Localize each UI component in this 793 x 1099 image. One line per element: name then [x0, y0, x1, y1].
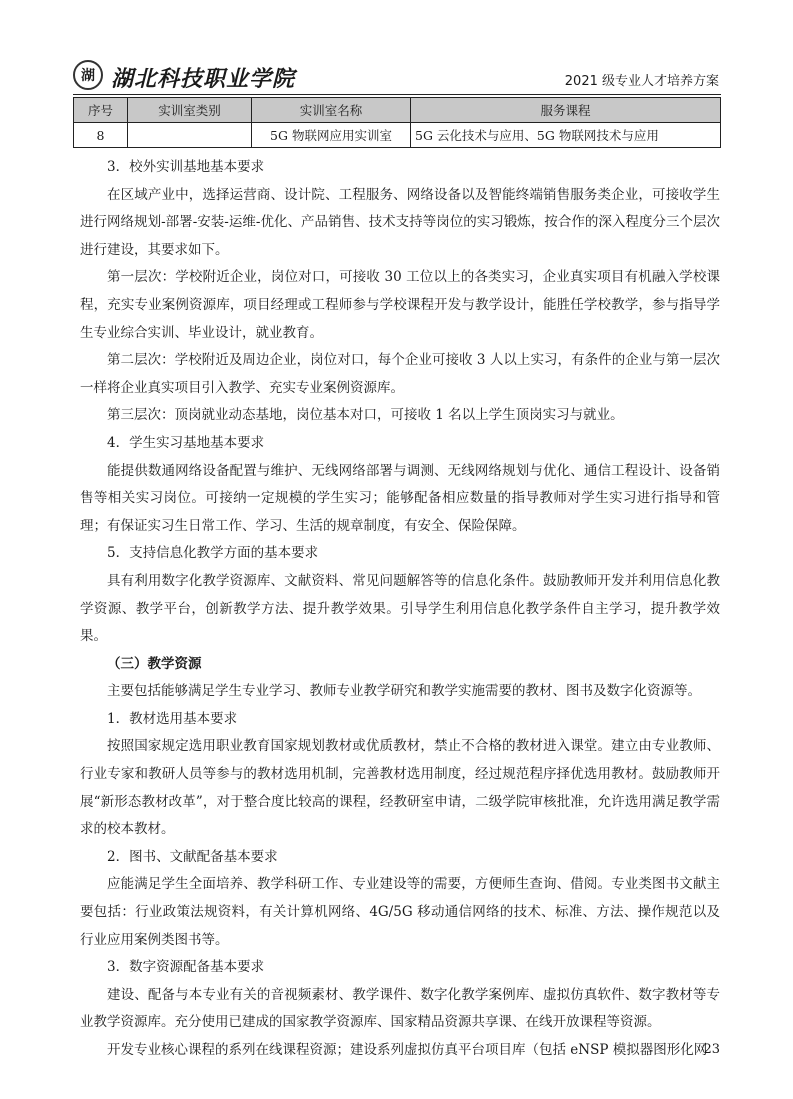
paragraph: 应能满足学生全面培养、教学科研工作、专业建设等的需要，方便师生查询、借阅。专业类图书文献主要包括：行业政策法规资料，有关计算机网络、4G/5G 移动通信网络的技术、标准、方法、操作规范以及行业应用案例类图书等。 [80, 876, 720, 948]
section-heading: 1．教材选用基本要求 [107, 710, 238, 727]
paragraph: 第一层次：学校附近企业，岗位对口，可接收 30 工位以上的各类实习，企业真实项目有机融入学校课程，充实专业案例资源库，项目经理或工程师参与学校课程开发与教学设计，能胜任学校教学，参与指导学生专业综合实训、毕业设计，就业教育。 [80, 269, 720, 341]
cell-name: 5G 物联网应用实训室 [252, 123, 411, 148]
section-heading: 5．支持信息化教学方面的基本要求 [107, 545, 319, 562]
paragraph: 按照国家规定选用职业教育国家规划教材或优质教材，禁止不合格的教材进入课堂。建立由专业教师、行业专家和教研人员等参与的教材选用机制，完善教材选用制度，经过规范程序择优选用教材。鼓励教师开展“新形态教材改革”，对于整合度比较高的课程，经教研室申请，二级学院审核批准，允许选用满足教学需求的校本教材。 [80, 738, 720, 838]
table-header-row [74, 98, 721, 123]
section-heading: 4．学生实习基地基本要求 [107, 434, 265, 451]
paragraph: 主要包括能够满足学生专业学习、教师专业教学研究和教学实施需要的教材、图书及数字化资源等。 [107, 683, 701, 700]
school-logo-icon: 湖 [73, 60, 103, 90]
cell-category [128, 123, 252, 148]
paragraph: 开发专业核心课程的系列在线课程资源；建设系列虚拟仿真平台项目库（包括 eNSP 模拟器图形化网 [107, 1042, 708, 1058]
page-header [73, 60, 721, 95]
section-heading: 3．数字资源配备基本要求 [107, 959, 265, 976]
school-name: 湖北科技职业学院 [111, 66, 296, 92]
cell-courses: 5G 云化技术与应用、5G 物联网技术与应用 [411, 123, 721, 148]
col-header-category: 实训室类别 [128, 98, 252, 123]
lab-table [73, 97, 721, 148]
table-row [74, 123, 721, 148]
section-heading: 2．图书、文献配备基本要求 [107, 848, 278, 865]
col-header-name: 实训室名称 [252, 98, 411, 123]
document-title: 2021 级专业人才培养方案 [564, 74, 719, 89]
page-number: 23 [703, 1042, 720, 1057]
paragraph: 建设、配备与本专业有关的音视频素材、教学课件、数字化教学案例库、虚拟仿真软件、数字教材等专业教学资源库。充分使用已建成的国家教学资源库、国家精品资源共享课、在线开放课程等资源。 [80, 986, 720, 1031]
paragraph: 具有利用数字化教学资源库、文献资料、常见问题解答等的信息化条件。鼓励教师开发并利用信息化教学资源、教学平台，创新教学方法、提升教学效果。引导学生利用信息化教学条件自主学习，提升教学效果。 [80, 572, 720, 645]
part-heading: （三）教学资源 [107, 655, 202, 672]
paragraph: 在区域产业中，选择运营商、设计院、工程服务、网络设备以及智能终端销售服务类企业，可接收学生进行网络规划-部署-安装-运维-优化、产品销售、技术支持等岗位的实习锻炼，按合作的深入程度分三个层次进行建设，其要求如下。 [80, 186, 720, 258]
cell-number: 8 [74, 123, 128, 148]
body-content [80, 154, 720, 1065]
col-header-number: 序号 [74, 98, 128, 123]
paragraph: 能提供数通网络设备配置与维护、无线网络部署与调测、无线网络规划与优化、通信工程设计、设备销售等相关实习岗位。可接纳一定规模的学生实习；能够配备相应数量的指导教师对学生实习进行指导和管理；有保证实习生日常工作、学习、生活的规章制度，有安全、保险保障。 [80, 462, 720, 534]
paragraph: 第三层次：顶岗就业动态基地，岗位基本对口，可接收 1 名以上学生顶岗实习与就业。 [107, 407, 624, 424]
paragraph: 第二层次：学校附近及周边企业，岗位对口，每个企业可接收 3 人以上实习，有条件的企业与第一层次一样将企业真实项目引入教学、充实专业案例资源库。 [80, 352, 720, 396]
col-header-courses: 服务课程 [411, 98, 721, 123]
section-heading: 3．校外实训基地基本要求 [107, 159, 265, 175]
